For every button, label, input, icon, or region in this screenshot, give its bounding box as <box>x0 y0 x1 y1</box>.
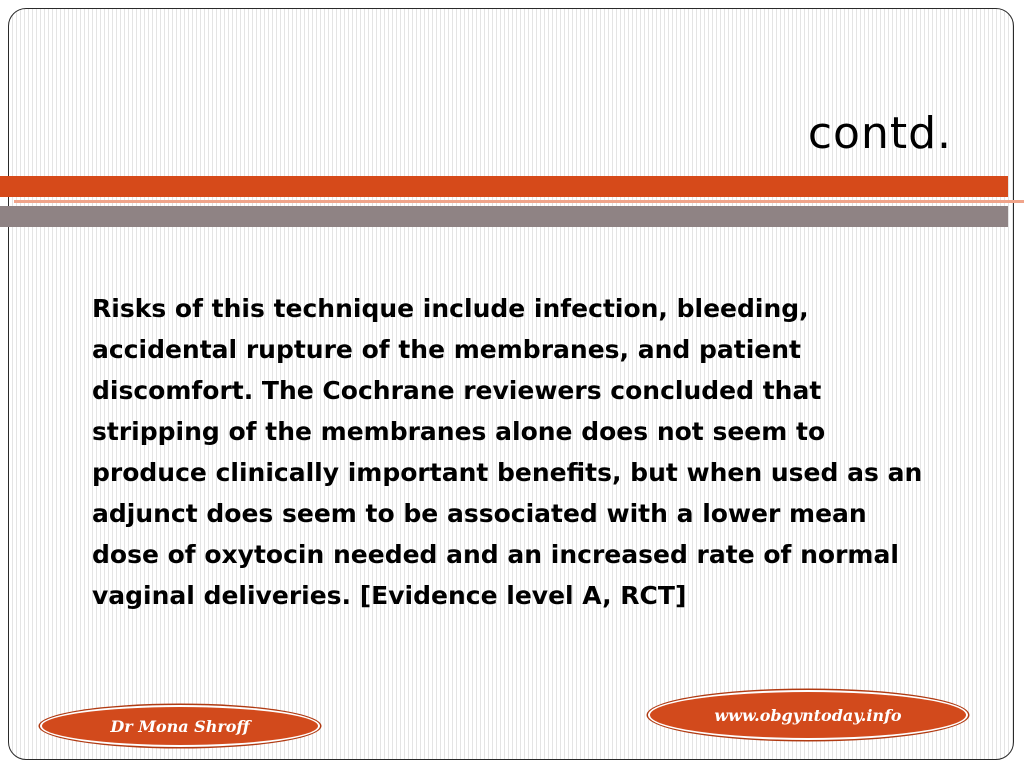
author-label: Dr Mona Shroff <box>110 716 250 736</box>
slide-title: contd. <box>807 108 952 159</box>
accent-bar-orange <box>0 176 1008 197</box>
website-link[interactable]: www.obgyntoday.info <box>714 705 902 725</box>
accent-line <box>14 200 1024 203</box>
author-badge <box>40 705 320 747</box>
slide-body-text: Risks of this technique include infection, bleeding, accidental rupture of the membranes, and patient discomfort. The Cochrane reviewers concluded that stripping of the membranes alone does not seem to produce clinically important benefits, but when used as an adjunct does seem to be associated with a lower mean dose of oxytocin needed and an increased rate of normal vaginal deliveries. [Evidence level A, RCT] <box>92 294 923 610</box>
accent-bar-gray <box>0 206 1008 227</box>
website-badge[interactable] <box>648 690 968 740</box>
